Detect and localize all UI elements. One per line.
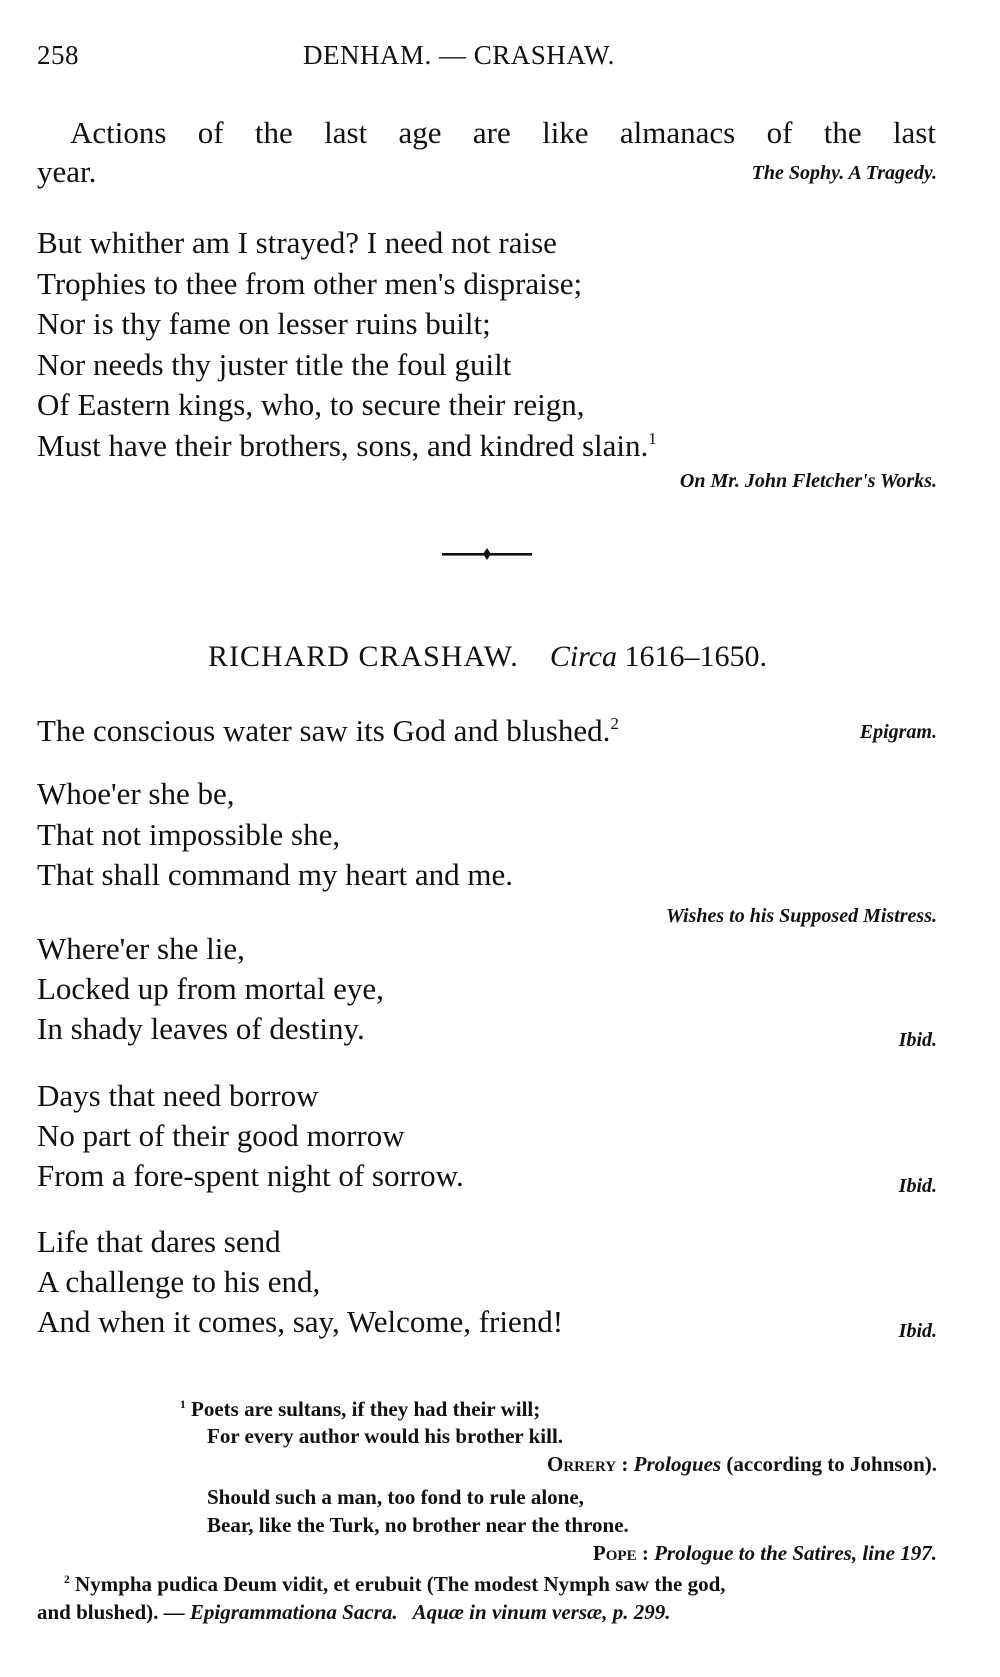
footnote-ref-1[interactable]: 1 [648,429,657,449]
page-number: 258 [37,40,79,70]
poem-line: Days that need borrow [37,1078,319,1113]
epigram-source: Epigram. [859,721,937,743]
poem-source: Wishes to his Supposed Mistress. [666,905,937,927]
poem-line: Where'er she lie, [37,931,245,966]
footnote-2-marker: 2 [64,1573,70,1586]
footnote-2-line [64,1574,726,1595]
section-heading [0,642,975,672]
footnote-1-line: Should such a man, too fond to rule alone, [207,1485,584,1509]
footnote-1-line [180,1399,540,1420]
poem-line: But whither am I strayed? I need not raise [37,225,557,260]
epigram-text: The conscious water saw its God and blushed. [37,713,611,748]
poem-source: Ibid. [898,1029,937,1051]
footnote-1-line: Bear, like the Turk, no brother near the throne. [207,1513,629,1537]
poem-line: Trophies to thee from other men's dispraise; [37,266,583,301]
poem-source: Ibid. [898,1175,937,1197]
poem-line: No part of their good morrow [37,1118,405,1153]
footnote-author: Pope : [592,1541,649,1565]
poem-line: In shady leaves of destiny. [37,1011,365,1046]
footnote-2-line [37,1602,670,1623]
poem-line [37,430,657,461]
poem-line: Life that dares send [37,1224,281,1259]
circa-label: Circa [549,640,618,673]
poem-line: That shall command my heart and me. [37,857,514,892]
footnote-1-line: For every author would his brother kill. [207,1424,564,1448]
footnote-1-attribution [593,1543,937,1564]
author-name: RICHARD CRASHAW. [207,640,519,673]
poem-line: Nor is thy fame on lesser ruins built; [37,306,491,341]
poem-line: Whoe'er she be, [37,776,235,811]
author-dates: 1616–1650. [624,640,768,673]
poem-line: A challenge to his end, [37,1264,321,1299]
quote-line: year. [37,154,97,189]
footnote-ref-2[interactable]: 2 [610,714,619,734]
footnote-work: Prologues [633,1452,722,1476]
footnote-source: Epigrammationa Sacra. Aquæ in vinum versæ, p. 299. [189,1600,671,1624]
poem-line: Nor needs thy juster title the foul guilt [37,347,512,382]
running-title: DENHAM. — CRASHAW. [303,40,615,70]
footnote-author: Orrery : [546,1452,629,1476]
footnote-1-attribution [547,1454,937,1475]
footnote-work: Prologue to the Satires, line 197. [654,1541,937,1565]
footnote-text: Nympha pudica Deum vidit, et erubuit (The modest Nymph saw the god, [75,1572,726,1596]
quote-source: The Sophy. A Tragedy. [751,162,937,184]
poem-line: Locked up from mortal eye, [37,971,384,1006]
footnote-text: and blushed). — [37,1600,185,1624]
rule-diamond-ornament-icon [442,548,532,560]
poem-line: From a fore-spent night of sorrow. [37,1158,464,1193]
quote-line: Actions of the last age are like almanacs of the last [70,115,936,150]
footnote-1-marker: 1 [180,1398,186,1411]
poem-line: And when it comes, say, Welcome, friend! [37,1304,564,1339]
poem-line: Of Eastern kings, who, to secure their reign, [37,387,585,422]
poem-line: That not impossible she, [37,817,341,852]
footnote-text: Poets are sultans, if they had their will; [191,1397,541,1421]
footnote-attr-rest: (according to Johnson). [726,1452,937,1476]
epigram-line [37,715,619,746]
poem-source: Ibid. [898,1320,937,1342]
poem-source: On Mr. John Fletcher's Works. [679,470,937,492]
poem-line-text: Must have their brothers, sons, and kindred slain. [37,428,649,463]
